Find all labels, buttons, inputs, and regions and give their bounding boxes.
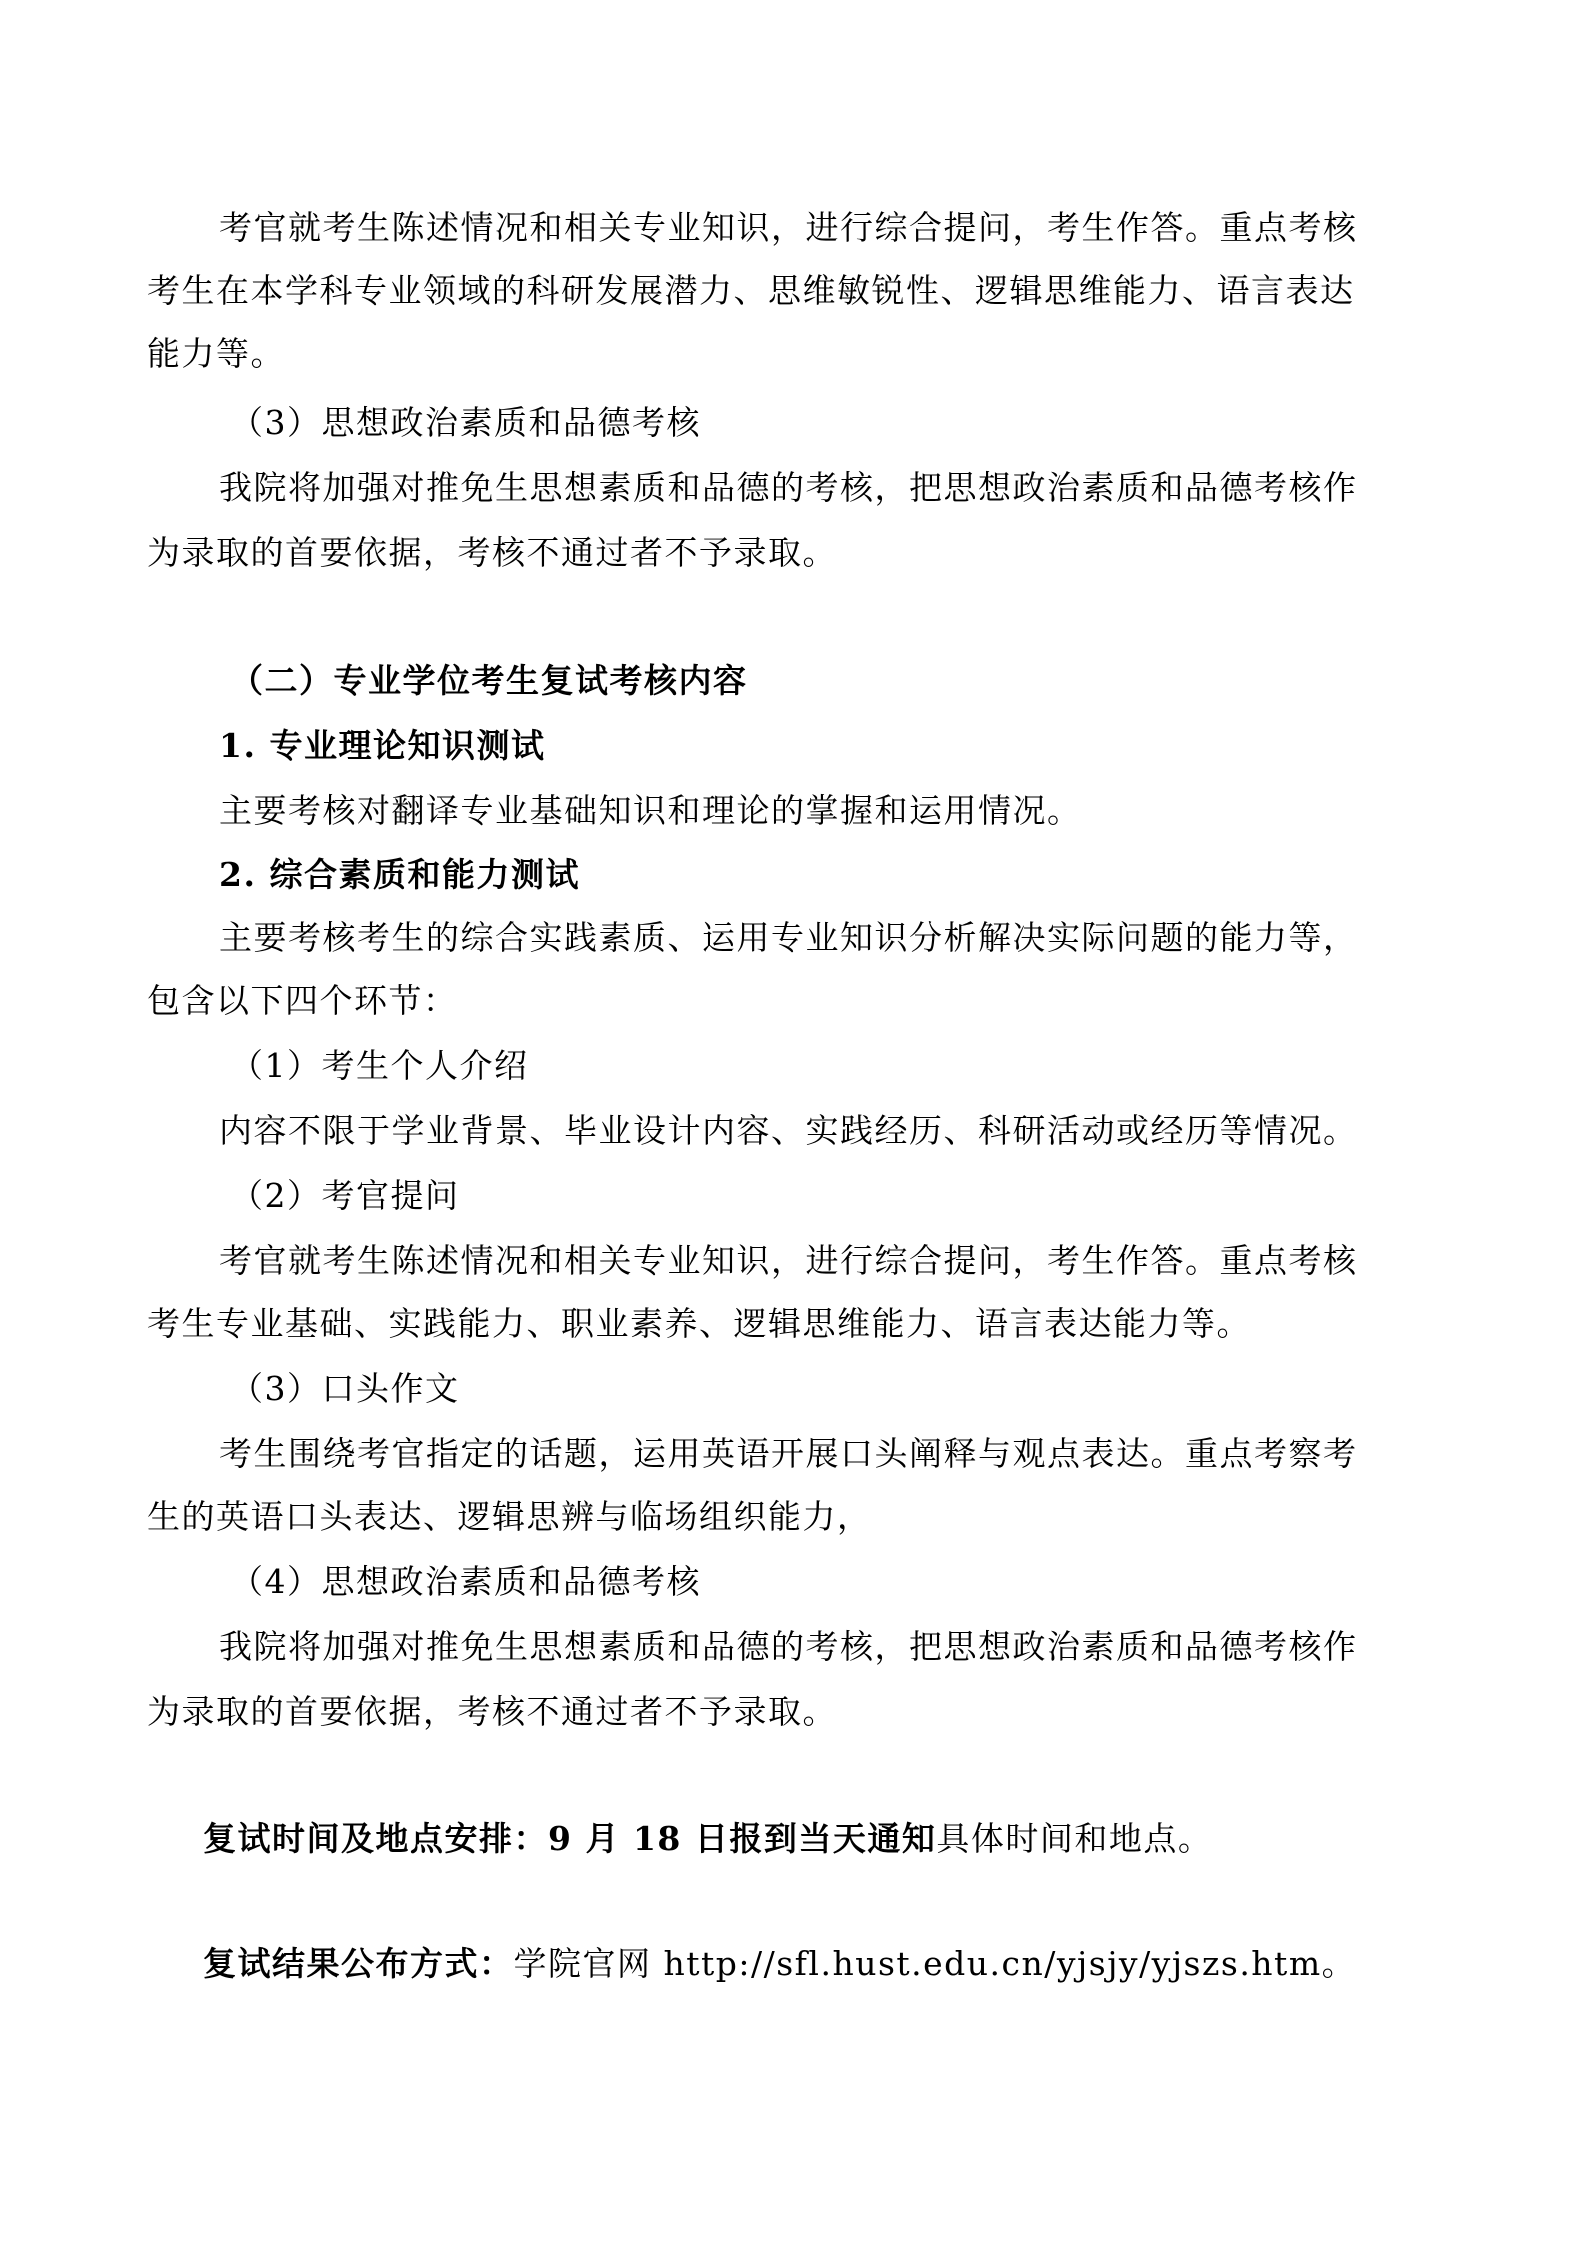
- paragraph-line: 为录取的首要依据，考核不通过者不予录取。: [147, 533, 837, 572]
- paragraph-line: 考官就考生陈述情况和相关专业知识，进行综合提问，考生作答。重点考核: [219, 208, 1358, 247]
- paragraph-line: 考生专业基础、实践能力、职业素养、逻辑思维能力、语言表达能力等。: [147, 1304, 1251, 1343]
- paragraph-line: 主要考核考生的综合实践素质、运用专业知识分析解决实际问题的能力等，: [219, 918, 1358, 957]
- paragraph-line: 考官就考生陈述情况和相关专业知识，进行综合提问，考生作答。重点考核: [219, 1241, 1358, 1280]
- paragraph-line: 为录取的首要依据，考核不通过者不予录取。: [147, 1692, 837, 1731]
- subsection-heading: （2）考官提问: [230, 1176, 460, 1215]
- paragraph-line: 我院将加强对推免生思想素质和品德的考核，把思想政治素质和品德考核作: [219, 468, 1358, 507]
- results-text: 学院官网 http://sfl.hust.edu.cn/yjsjy/yjszs.htm。: [513, 1944, 1357, 1983]
- paragraph-line: 能力等。: [147, 334, 285, 373]
- schedule-line: [203, 1816, 1212, 1862]
- paragraph-line: 包含以下四个环节：: [147, 981, 458, 1020]
- paragraph-line: 考生在本学科专业领域的科研发展潜力、思维敏锐性、逻辑思维能力、语言表达: [147, 271, 1355, 310]
- paragraph-line: 考生围绕考官指定的话题，运用英语开展口头阐释与观点表达。重点考察考: [219, 1434, 1358, 1473]
- subsection-heading: （1）考生个人介绍: [230, 1046, 529, 1085]
- subsection-heading: （3）思想政治素质和品德考核: [230, 403, 701, 442]
- paragraph-line: 生的英语口头表达、逻辑思辨与临场组织能力，: [147, 1497, 872, 1536]
- paragraph-line: 主要考核对翻译专业基础知识和理论的掌握和运用情况。: [219, 791, 1082, 830]
- item-heading: 2. 综合素质和能力测试: [219, 855, 580, 894]
- paragraph-line: 内容不限于学业背景、毕业设计内容、实践经历、科研活动或经历等情况。: [219, 1111, 1358, 1150]
- results-label: 复试结果公布方式：: [203, 1944, 514, 1983]
- schedule-label: 复试时间及地点安排：9 月 18 日报到当天通知: [203, 1819, 937, 1858]
- results-line: [203, 1941, 1356, 1987]
- schedule-text: 具体时间和地点。: [936, 1819, 1213, 1858]
- item-heading: 1. 专业理论知识测试: [219, 726, 546, 765]
- subsection-heading: （4）思想政治素质和品德考核: [230, 1562, 701, 1601]
- paragraph-line: 我院将加强对推免生思想素质和品德的考核，把思想政治素质和品德考核作: [219, 1627, 1358, 1666]
- subsection-heading: （3）口头作文: [230, 1369, 460, 1408]
- section-heading: （二）专业学位考生复试考核内容: [230, 661, 748, 700]
